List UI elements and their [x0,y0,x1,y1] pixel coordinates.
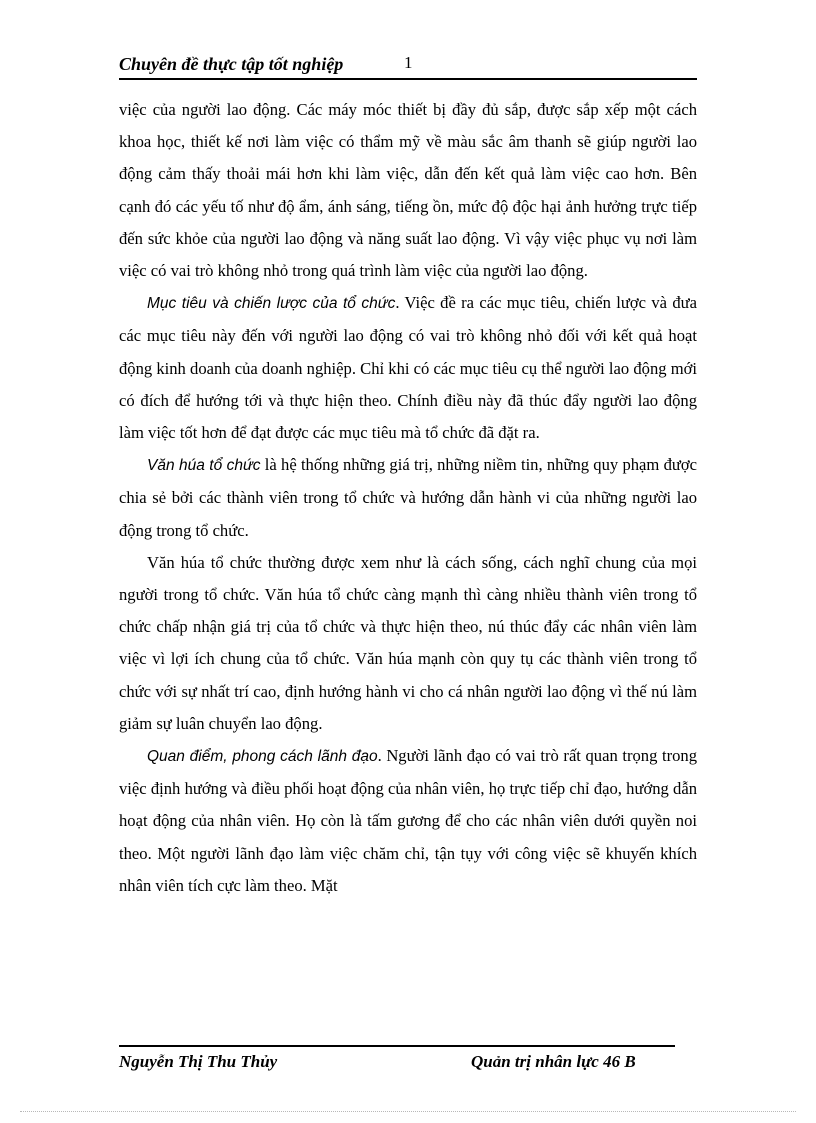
footer-course: Quản trị nhân lực 46 B [471,1052,636,1071]
paragraph-4: Văn húa tổ chức thường được xem như là cách sống, cách nghĩ chung của mọi người trong tổ chức. Văn húa tổ chức càng mạnh thì càng nhiều thành viên trong tổ chức chấp nhận giá trị của tổ chức và thực hiện theo, nú thúc đẩy các nhân viên làm việc vì lợi ích chung của tổ chức. Văn húa mạnh còn quy tụ các thành viên trong tổ chức với sự nhất trí cao, định hướng hành vi cho cá nhân người lao động vì thế nú làm giảm sự luân chuyển lao động. [119,552,697,733]
term-goals-strategy: Mục tiêu và chiến lược của tổ chức [147,295,396,313]
page-number: 1 [404,53,413,72]
header-title: Chuyên đề thực tập tốt nghiệp [119,54,344,74]
term-leadership-style: Quan điểm, phong cách lãnh đạo [147,748,378,766]
footer-divider [119,1045,675,1047]
paragraph-2-text: . Việc đề ra các mục tiêu, chiến lược và đưa các mục tiêu này đến với người lao động có vai trò không nhỏ đối với kết quả hoạt động kinh doanh của doanh nghiệp. Chỉ khi có các mục tiêu cụ thể người lao động mới có đích để hướng tới và thực hiện theo. Chính điều này đã thúc đẩy người lao động làm việc tốt hơn để đạt được các mục tiêu mà tổ chức đã đặt ra. [119,293,697,443]
page-footer [119,1050,659,1076]
paragraph-3-text: là hệ thống những giá trị, những niềm tin, những quy phạm được chia sẻ bởi các thành viên trong tổ chức và hướng dẫn hành vi của những người lao động trong tổ chức. [119,455,698,540]
footer-author: Nguyễn Thị Thu Thủy [119,1052,278,1071]
paragraph-3 [119,449,697,547]
paragraph-1: việc của người lao động. Các máy móc thiết bị đầy đủ sắp, được sắp xếp một cách khoa học, thiết kế nơi làm việc có thẩm mỹ về màu sắc âm thanh sẽ giúp người lao động cảm thấy thoải mái hơn khi làm việc, dẫn đến kết quả làm việc cao hơn. Bên cạnh đó các yếu tố như độ ẩm, ánh sáng, tiếng ồn, mức độ độc hại ảnh hưởng trực tiếp đến sức khỏe của người lao động và năng suất lao động. Vì vậy việc phục vụ nơi làm việc có vai trò không nhỏ trong quá trình làm việc của người lao động. [119,100,697,281]
page-header [119,52,697,80]
body-text [119,94,697,902]
paragraph-5 [119,740,697,902]
term-organizational-culture: Văn húa tổ chức [147,457,261,475]
paragraph-5-text: . Người lãnh đạo có vai trò rất quan trọng trong việc định hướng và điều phối hoạt động của nhân viên, họ trực tiếp chỉ đạo, hướng dẫn hoạt động của nhân viên. Họ còn là tấm gương để cho các nhân viên dưới quyền noi theo. Một người lãnh đạo làm việc chăm chỉ, tận tụy với công việc sẽ khuyến khích nhân viên tích cực làm theo. Mặt [119,746,697,895]
page-bottom-dotted-line [20,1111,796,1112]
paragraph-2 [119,287,697,449]
